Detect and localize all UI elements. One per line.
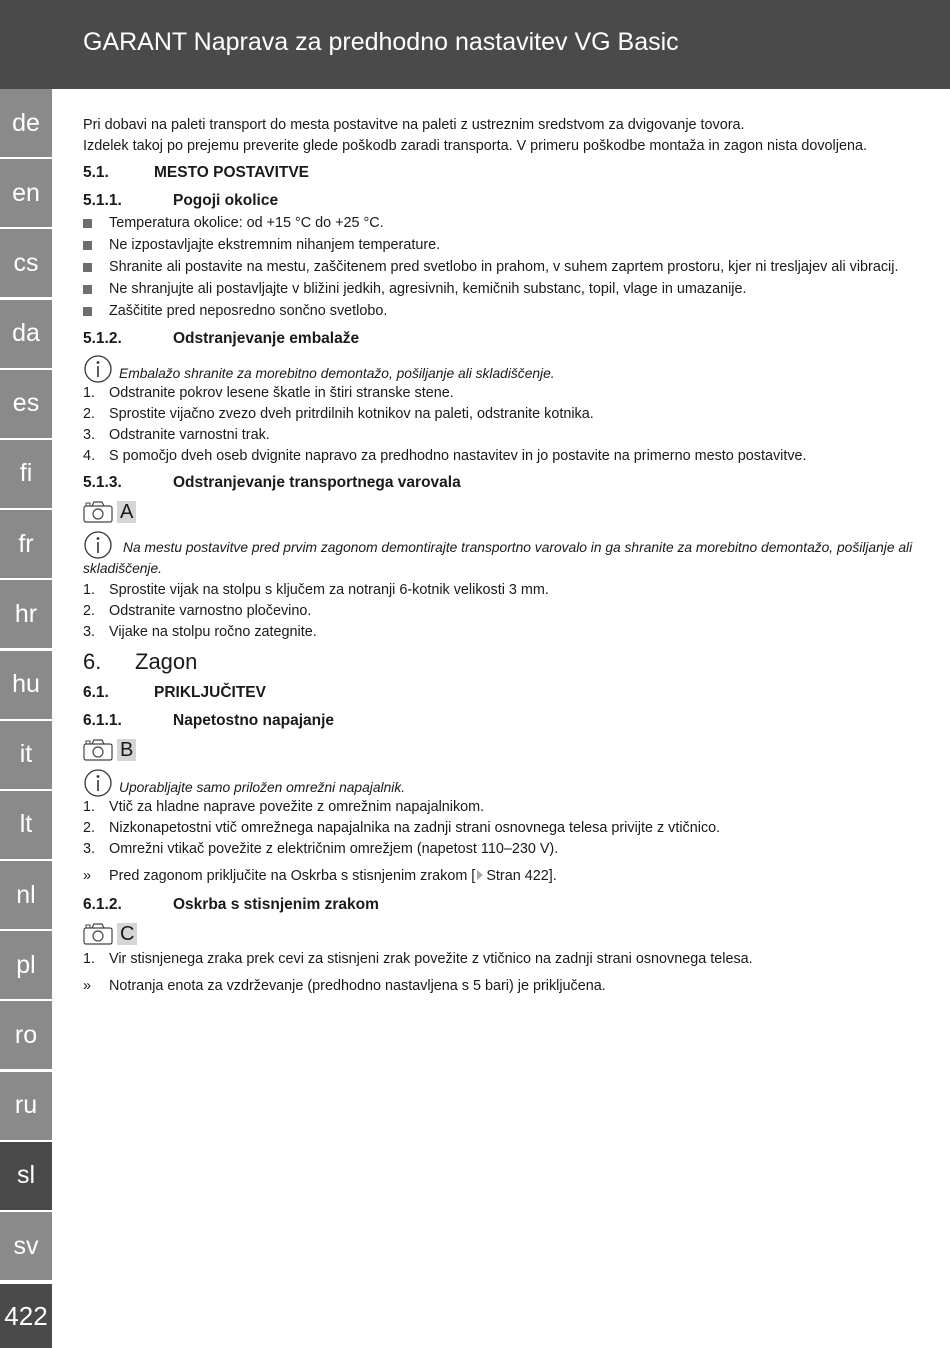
result-line: » Pred zagonom priključite na Oskrba s stisnjenim zrakom [ Stran 422]. [83,868,557,884]
section-heading-6-1-1: 6.1.1. Napetostno napajanje [83,712,335,729]
list-item: 4. S pomočjo dveh oseb dvignite napravo za predhodno nastavitev in jo postavite na primerno mesto postavitve. [83,448,807,464]
language-tab-ro[interactable]: ro [0,1001,52,1069]
list-item: 2. Nizkonapetostni vtič omrežnega napajalnika na zadnji strani osnovnega telesa privijte z vtičnico. [83,820,721,836]
page-number: 422 [0,1284,52,1348]
camera-icon [83,739,113,761]
info-icon [83,531,113,559]
intro-paragraph: Pri dobavi na paleti transport do mesta postavitve na paleti z ustreznim sredstvom za dvigovanje tovora. [83,117,745,133]
page-link-arrow-icon [477,870,483,880]
camera-icon [83,501,113,523]
list-item: 1. Odstranite pokrov lesene škatle in štiri stranske stene. [83,385,454,401]
figure-label: A [117,501,136,523]
list-item: Ne izpostavljajte ekstremnim nihanjem temperature. [83,235,913,257]
list-item: Temperatura okolice: od +15 °C do +25 °C. [83,213,913,235]
section-heading-5-1-1: 5.1.1. Pogoji okolice [83,192,279,209]
language-tab-pl[interactable]: pl [0,931,52,999]
bullet-square-icon [83,307,92,316]
figure-reference [83,497,913,527]
list-item: Shranite ali postavite na mestu, zaščitenem pred svetlobo in prahom, v suhem zaprtem prostoru, kjer ni tresljajev ali vibracij. [83,257,913,279]
figure-label: B [117,739,136,761]
page-link[interactable]: Stran 422 [486,868,549,884]
info-note: Na mestu postavitve pred prvim zagonom demontirajte transportno varovalo in ga shranite za morebitno demontažo, pošiljanje ali skladiščenje. [83,531,913,580]
list-item: 3. Omrežni vtikač povežite z električnim omrežjem (napetost 110–230 V). [83,841,559,857]
power-supply-steps [83,797,913,860]
language-tab-it[interactable]: it [0,721,52,789]
language-tab-sv[interactable]: sv [0,1212,52,1280]
bullet-square-icon [83,241,92,250]
list-item: Zaščitite pred neposredno sončno svetlobo. [83,301,913,323]
main-content [83,115,913,997]
language-tab-en[interactable]: en [0,159,52,227]
list-item: 1. Vir stisnjenega zraka prek cevi za stisnjeni zrak povežite z vtičnico na zadnji strani osnovnega telesa. [83,951,753,967]
transport-lock-steps [83,580,913,643]
language-tab-nl[interactable]: nl [0,861,52,929]
language-tab-hu[interactable]: hu [0,651,52,719]
info-note: Uporabljajte samo priložen omrežni napajalnik. [83,769,913,797]
language-tab-lt[interactable]: lt [0,791,52,859]
language-tab-es[interactable]: es [0,370,52,438]
language-tab-hr[interactable]: hr [0,580,52,648]
page-header [0,0,950,89]
section-heading-5-1-2: 5.1.2. Odstranjevanje embalaže [83,330,360,347]
section-heading-5-1: 5.1. MESTO POSTAVITVE [83,164,310,181]
bullet-square-icon [83,285,92,294]
bullet-square-icon [83,219,92,228]
info-note: Embalažo shranite za morebitno demontažo, pošiljanje ali skladiščenje. [83,355,913,383]
list-item: 2. Sprostite vijačno zvezo dveh pritrdilnih kotnikov na paleti, odstranite kotnika. [83,406,594,422]
unpacking-steps [83,383,913,467]
figure-reference [83,919,913,949]
language-tab-sl[interactable]: sl [0,1142,52,1210]
language-tab-cs[interactable]: cs [0,229,52,297]
chapter-heading-6: 6. Zagon [83,648,198,674]
language-sidebar [0,89,52,1282]
list-item: 2. Odstranite varnostno pločevino. [83,603,312,619]
ambient-conditions-list [83,213,913,323]
language-tab-ru[interactable]: ru [0,1072,52,1140]
list-item: 1. Vtič za hladne naprave povežite z omrežnim napajalnikom. [83,799,485,815]
figure-reference [83,735,913,765]
info-icon [83,355,113,383]
language-tab-de[interactable]: de [0,89,52,157]
section-heading-5-1-3: 5.1.3. Odstranjevanje transportnega varovala [83,474,461,491]
camera-icon [83,923,113,945]
page-title: GARANT Naprava za predhodno nastavitev VG Basic [83,28,679,56]
result-line: » Notranja enota za vzdrževanje (predhodno nastavljena s 5 bari) je priključena. [83,978,606,994]
section-heading-6-1-2: 6.1.2. Oskrba s stisnjenim zrakom [83,896,379,913]
list-item: 3. Odstranite varnostni trak. [83,427,270,443]
bullet-square-icon [83,263,92,272]
language-tab-fi[interactable]: fi [0,440,52,508]
language-tab-fr[interactable]: fr [0,510,52,578]
list-item: 1. Sprostite vijak na stolpu s ključem za notranji 6-kotnik velikosti 3 mm. [83,582,549,598]
language-tab-da[interactable]: da [0,300,52,368]
compressed-air-steps [83,949,913,970]
section-heading-6-1: 6.1. PRIKLJUČITEV [83,684,266,701]
info-icon [83,769,113,797]
intro-paragraph: Izdelek takoj po prejemu preverite glede poškodb zaradi transporta. V primeru poškodbe montaža in zagon nista dovoljena. [83,138,867,154]
list-item: 3. Vijake na stolpu ročno zategnite. [83,624,317,640]
figure-label: C [117,923,137,945]
list-item: Ne shranjujte ali postavljajte v bližini jedkih, agresivnih, kemičnih substanc, topil, vlage in umazanije. [83,279,913,301]
